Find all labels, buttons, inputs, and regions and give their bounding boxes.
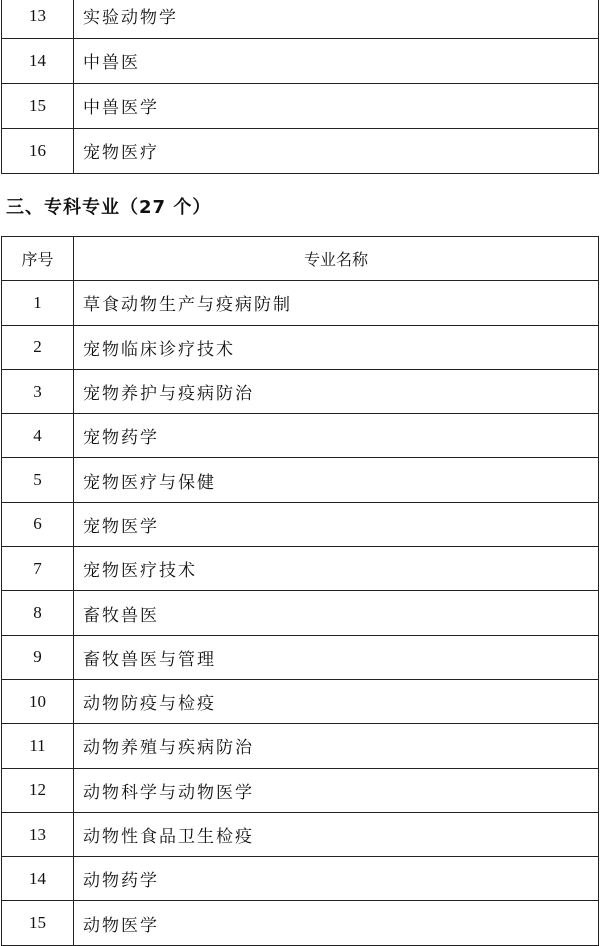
table-row [2, 0, 599, 38]
table-row [2, 458, 599, 502]
table-row [2, 679, 599, 723]
table-row [2, 325, 599, 369]
major-name: 动物防疫与检疫 [74, 679, 599, 723]
table-row [2, 768, 599, 812]
major-name: 中兽医 [74, 38, 599, 83]
row-number: 15 [2, 901, 74, 945]
major-name: 草食动物生产与疫病防制 [74, 281, 599, 325]
section-heading: 三、专科专业（27 个） [6, 197, 212, 218]
table-row [2, 128, 599, 173]
major-name: 宠物药学 [74, 414, 599, 458]
major-name: 动物药学 [74, 857, 599, 901]
major-name: 宠物临床诊疗技术 [74, 325, 599, 369]
table-row [2, 901, 599, 945]
row-number: 11 [2, 724, 74, 768]
major-name: 动物养殖与疾病防治 [74, 724, 599, 768]
row-number: 4 [2, 414, 74, 458]
row-number: 14 [2, 857, 74, 901]
row-number: 12 [2, 768, 74, 812]
major-name: 实验动物学 [74, 0, 599, 38]
table-row [2, 414, 599, 458]
major-name: 宠物医疗技术 [74, 547, 599, 591]
major-name: 宠物养护与疫病防治 [74, 369, 599, 413]
major-name: 宠物医学 [74, 502, 599, 546]
row-number: 16 [2, 128, 74, 173]
table-row [2, 547, 599, 591]
table-row [2, 635, 599, 679]
major-name: 畜牧兽医 [74, 591, 599, 635]
major-name: 动物医学 [74, 901, 599, 945]
row-number: 9 [2, 635, 74, 679]
table-row [2, 812, 599, 856]
row-number: 2 [2, 325, 74, 369]
row-number: 10 [2, 679, 74, 723]
row-number: 6 [2, 502, 74, 546]
table-row [2, 83, 599, 128]
row-number: 14 [2, 38, 74, 83]
major-name: 中兽医学 [74, 83, 599, 128]
major-name: 动物性食品卫生检疫 [74, 812, 599, 856]
row-number: 8 [2, 591, 74, 635]
table-row [2, 38, 599, 83]
row-number: 1 [2, 281, 74, 325]
row-number: 13 [2, 812, 74, 856]
previous-section-table [1, 0, 599, 174]
column-header-number: 序号 [2, 237, 74, 281]
row-number: 5 [2, 458, 74, 502]
specialty-majors-table [1, 236, 599, 946]
column-header-name: 专业名称 [74, 237, 599, 281]
row-number: 7 [2, 547, 74, 591]
table-row [2, 724, 599, 768]
table-row [2, 591, 599, 635]
table-header-row [2, 237, 599, 281]
row-number: 13 [2, 0, 74, 38]
major-name: 宠物医疗与保健 [74, 458, 599, 502]
table-row [2, 369, 599, 413]
major-name: 宠物医疗 [74, 128, 599, 173]
major-name: 动物科学与动物医学 [74, 768, 599, 812]
row-number: 3 [2, 369, 74, 413]
table-row [2, 502, 599, 546]
table-row [2, 857, 599, 901]
major-name: 畜牧兽医与管理 [74, 635, 599, 679]
row-number: 15 [2, 83, 74, 128]
table-row [2, 281, 599, 325]
